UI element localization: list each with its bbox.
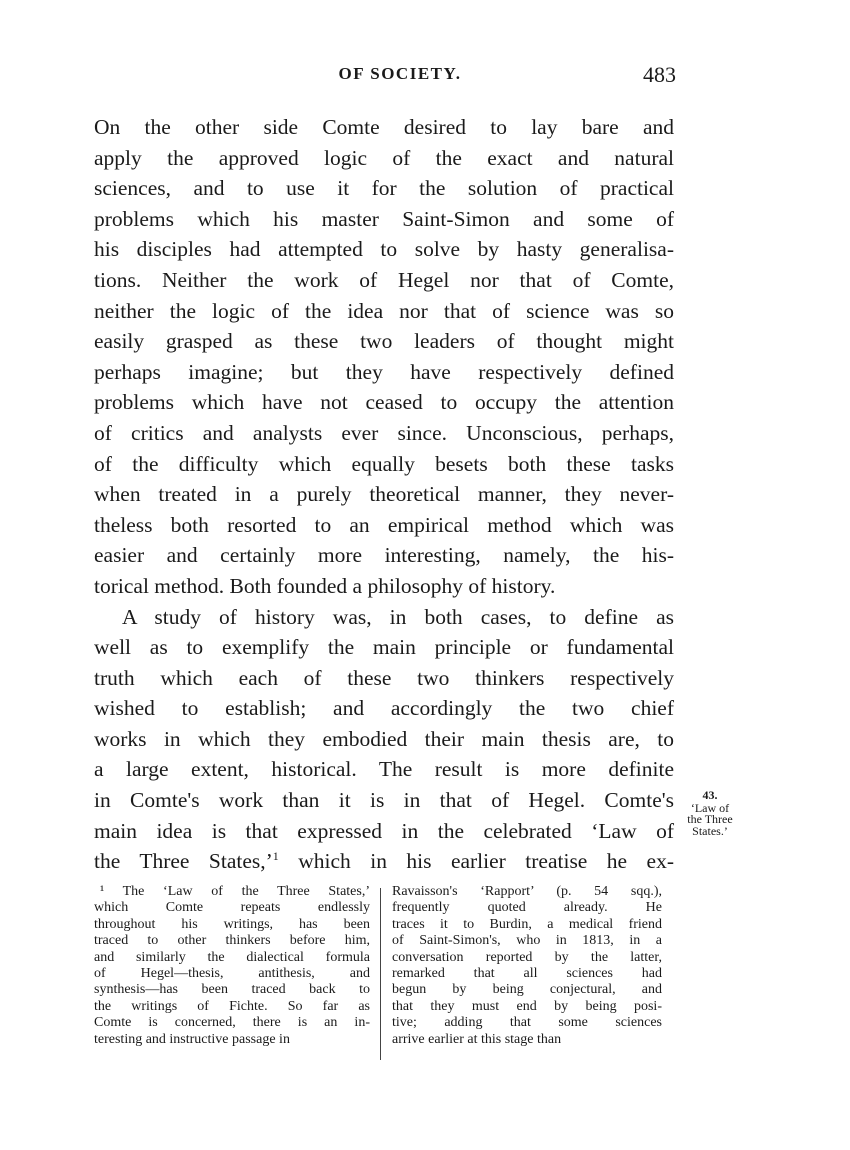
footnote-line: of Hegel—thesis, antithesis, and (94, 965, 370, 981)
text-line: apply the approved logic of the exact and natural (94, 145, 674, 170)
text-line-segment: which in his earlier treatise he ex- (278, 849, 674, 874)
footnote-line: conversation reported by the latter, (392, 949, 662, 965)
running-title: OF SOCIETY. (338, 64, 462, 83)
footnote-line: tive; adding that some sciences (392, 1015, 662, 1031)
footnote-line: and similarly the dialectical formula (94, 949, 370, 965)
footnote-line: which Comte repeats endlessly (94, 900, 370, 916)
footnote-line: throughout his writings, has been (94, 916, 370, 932)
page-number: 483 (643, 62, 676, 87)
footnote-line: begun by being conjectural, and (392, 982, 662, 998)
footnote-line: of Saint-Simon's, who in 1813, in a (392, 933, 662, 949)
text-line: of the difficulty which equally besets both these tasks (94, 451, 674, 476)
column-divider (380, 888, 381, 1060)
footnote-line: Comte is concerned, there is an in- (94, 1015, 370, 1031)
margin-note (670, 790, 750, 837)
text-line: truth which each of these two thinkers respectively (94, 665, 674, 690)
text-line-segment: the Three States,’ (94, 849, 273, 874)
footnote-column-left (94, 884, 370, 1048)
text-line: A study of history was, in both cases, to define as (122, 604, 674, 629)
main-text-body (94, 112, 674, 877)
footnote-line: ¹ The ‘Law of the Three States,’ (100, 884, 370, 899)
text-line-with-footnote-ref (94, 846, 674, 877)
footnote-column-right (392, 884, 662, 1048)
footnote-reference: 1 (272, 849, 279, 864)
text-line: in Comte's work than it is in that of Hegel. Comte's (94, 788, 674, 813)
text-line: tions. Neither the work of Hegel nor that of Comte, (94, 267, 674, 292)
text-line: problems which have not ceased to occupy the attention (94, 390, 674, 415)
footnote-line: that they must end by being posi- (392, 998, 662, 1014)
text-line: sciences, and to use it for the solution of practical (94, 176, 674, 201)
margin-note-line: the Three (687, 812, 733, 826)
margin-note-line: States.’ (692, 823, 728, 838)
text-line: main idea is that expressed in the celebrated ‘Law of (94, 818, 674, 843)
text-line: problems which his master Saint-Simon and some of (94, 206, 674, 231)
text-line: theless both resorted to an empirical method which was (94, 512, 674, 537)
footnote-line: the writings of Fichte. So far as (94, 998, 370, 1014)
footnote-line: synthesis—has been traced back to (94, 982, 370, 998)
text-line: perhaps imagine; but they have respectively defined (94, 359, 674, 384)
text-line: torical method. Both founded a philosophy of history. (94, 573, 556, 598)
text-line: his disciples had attempted to solve by hasty generalisa- (94, 237, 674, 262)
text-line: neither the logic of the idea nor that of science was so (94, 298, 674, 323)
text-line: of critics and analysts ever since. Unconscious, perhaps, (94, 420, 674, 445)
margin-note-number: 43. (702, 788, 718, 802)
footnote-line: traced to other thinkers before him, (94, 933, 370, 949)
text-line: easily grasped as these two leaders of thought might (94, 329, 674, 354)
footnote-line: traces it to Burdin, a medical friend (392, 916, 662, 932)
text-line: wished to establish; and accordingly the two chief (94, 696, 674, 721)
footnote-line: teresting and instructive passage in (94, 1031, 290, 1047)
text-line: a large extent, historical. The result is more definite (94, 757, 674, 782)
footnotes (94, 884, 674, 1070)
footnote-line: frequently quoted already. He (392, 900, 662, 916)
text-line: works in which they embodied their main thesis are, to (94, 726, 674, 751)
text-line-segment (94, 849, 674, 873)
margin-note-line: ‘Law of (690, 800, 730, 815)
text-line: easier and certainly more interesting, namely, the his- (94, 543, 674, 568)
footnote-line: Ravaisson's ‘Rapport’ (p. 54 sqq.), (392, 884, 662, 899)
text-line: On the other side Comte desired to lay bare and (94, 115, 674, 139)
footnote-line: remarked that all sciences had (392, 965, 662, 981)
footnote-line: arrive earlier at this stage than (392, 1031, 562, 1047)
text-line: when treated in a purely theoretical manner, they never- (94, 482, 674, 507)
running-head (0, 62, 850, 92)
text-line: well as to exemplify the main principle or fundamental (94, 635, 674, 660)
